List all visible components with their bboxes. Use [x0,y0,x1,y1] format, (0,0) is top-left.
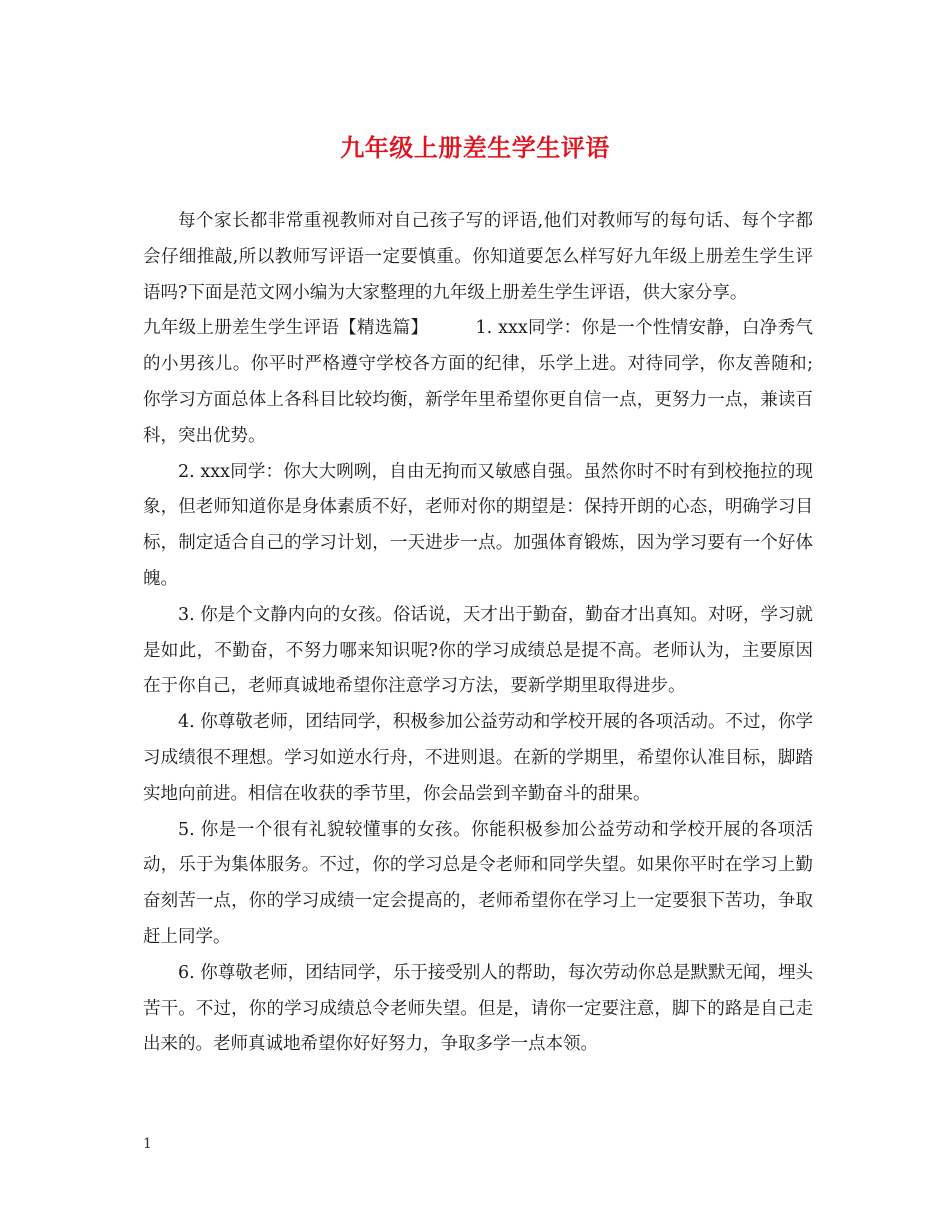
comment-5: 5. 你是一个很有礼貌较懂事的女孩。你能积极参加公益劳动和学校开展的各项活动，乐于为集体服务。不过，你的学习总是令老师和同学失望。如果你平时在学习上勤奋刻苦一点，你的学习成绩一定会提高的，老师希望你在学习上一定要狠下苦功，争取赶上同学。 [143,819,813,947]
comment-2: 2. xxx同学：你大大咧咧，自由无拘而又敏感自强。虽然你时不时有到校拖拉的现象，但老师知道你是身体素质不好，老师对你的期望是：保持开朗的心态，明确学习目标，制定适合自己的学习计划，一天进步一点。加强体育锻炼，因为学习要有一个好体魄。 [143,461,813,589]
intro-paragraph: 每个家长都非常重视教师对自己孩子写的评语,他们对教师写的每句话、每个字都会仔细推敲,所以教师写评语一定要慎重。你知道要怎么样写好九年级上册差生学生评语吗?下面是范文网小编为大家整理的九年级上册差生学生评语，供大家分享。 [143,211,813,303]
comment-6: 6. 你尊敬老师，团结同学，乐于接受别人的帮助，每次劳动你总是默默无闻，埋头苦干。不过，你的学习成绩总令老师失望。但是，请你一定要注意，脚下的路是自己走出来的。老师真诚地希望你好好努力，争取多学一点本领。 [143,962,813,1055]
comment-1: 1. xxx同学：你是一个性情安静，白净秀气的小男孩儿。你平时严格遵守学校各方面的纪律，乐学上进。对待同学，你友善随和;你学习方面总体上各科目比较均衡，新学年里希望你更自信一点，更努力一点，兼读百科，突出优势。 [143,318,813,446]
section-heading: 九年级上册差生学生评语【精选篇】 [143,318,429,339]
first-comment-paragraph [143,311,813,454]
page-number: 1 [143,1136,152,1152]
comment-3: 3. 你是个文静内向的女孩。俗话说，天才出于勤奋，勤奋才出真知。对呀，学习就是如此，不勤奋，不努力哪来知识呢?你的学习成绩总是提不高。老师认为，主要原因在于你自己，老师真诚地希望你注意学习方法，要新学期里取得进步。 [143,604,813,697]
comment-4: 4. 你尊敬老师，团结同学，积极参加公益劳动和学校开展的各项活动。不过，你学习成绩很不理想。学习如逆水行舟，不进则退。在新的学期里，希望你认准目标，脚踏实地向前进。相信在收获的季节里，你会品尝到辛勤奋斗的甜果。 [143,712,813,804]
document-title: 九年级上册差生学生评语 [340,133,610,162]
document-body [143,204,813,1063]
heading-gap [428,318,475,338]
